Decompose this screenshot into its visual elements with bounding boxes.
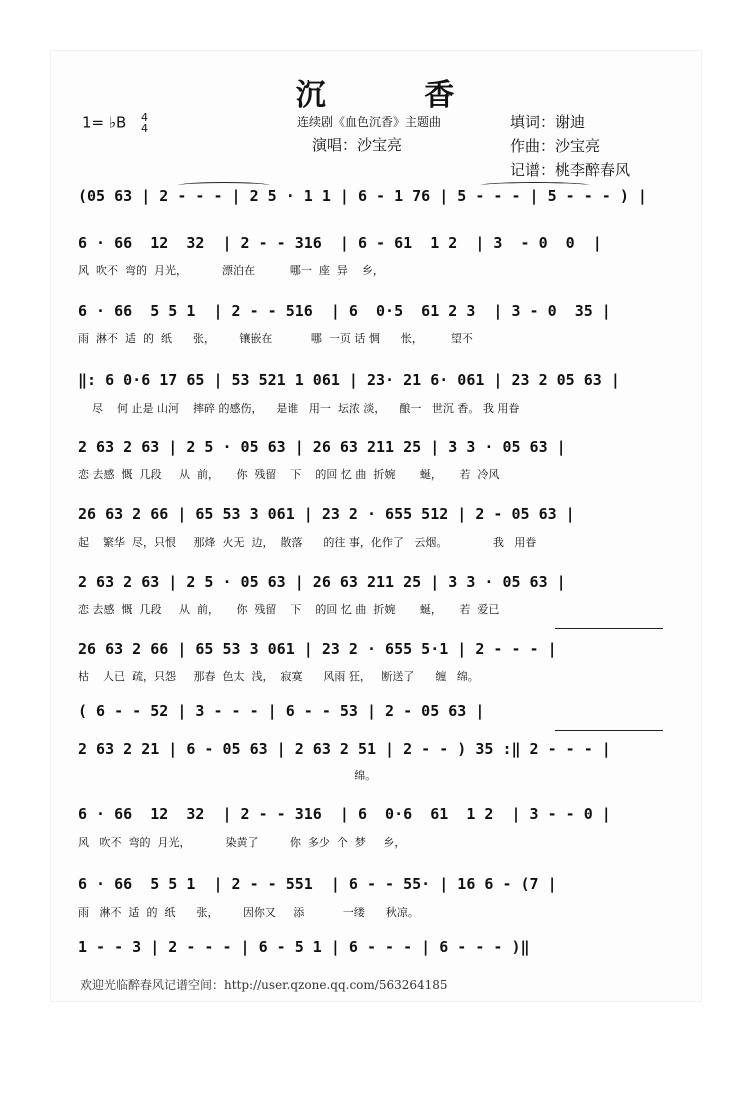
notes-line-7: 26 63 2 66 | 65 53 3 061 | 23 2 · 655 5·1 | 2 - - - | [78, 640, 557, 658]
lyrics-line-4: 恋 去感 慨 几段 从 前， 你 残留 下 的回 忆 曲 折婉 蜒， 若 冷风 [78, 468, 500, 481]
time-denominator: 4 [141, 122, 149, 135]
notes-line-9: 2 63 2 21 | 6 - 05 63 | 2 63 2 51 | 2 - - ) 35 :‖ 2 - - - | [78, 740, 611, 758]
notes-line-11: 6 · 66 5 5 1 | 2 - - 551 | 6 - - 55· | 16 6 - (7 | [78, 875, 557, 893]
notes-line-3: ‖: 6 0·6 17 65 | 53 521 1 061 | 23· 21 6· 061 | 23 2 05 63 | [78, 371, 620, 389]
tie-mark [178, 182, 270, 189]
notes-line-10: 6 · 66 12 32 | 2 - - 316 | 6 0·6 61 1 2 | 3 - - 0 | [78, 805, 611, 823]
composer: 作曲：沙宝亮 [510, 137, 601, 155]
intro-notes: (05 63 | 2 - - - | 2 5 · 1 1 | 6 - 1 76 | 5 - - - | 5 - - - ) | [78, 187, 647, 205]
key-signature [82, 112, 148, 134]
time-numerator: 4 [141, 111, 149, 124]
footer-credit: 欢迎光临醉春风记谱空间：http://user.qzone.qq.com/563264185 [80, 978, 448, 992]
lyrics-line-3: 尽 何 止是 山河 摔碎 的感伤， 是谁 用一 坛浓 淡， 酿一 世沉 香。 我 用眷 [78, 402, 520, 415]
subtitle: 连续剧《血色沉香》主题曲 [297, 115, 442, 129]
notes-line-6: 2 63 2 63 | 2 5 · 05 63 | 26 63 211 25 | 3 3 · 05 63 | [78, 573, 566, 591]
lyrics-line-10: 风 吹不 弯的 月光， 染黄了 你 多少 个 梦 乡， [78, 836, 406, 849]
credits [510, 110, 630, 182]
volta-1 [555, 628, 663, 629]
lyrics-line-7: 枯 人已 疏，只怨 那春 色太 浅， 寂寞 风雨 狂， 断送了 缠 绵。 [78, 670, 479, 683]
lyrics-line-2: 雨 淋不 适 的 纸 张， 镶嵌在 哪 一页 话 惆 怅， 望不 [78, 332, 473, 345]
notes-line-1: 6 · 66 12 32 | 2 - - 316 | 6 - 61 1 2 | 3 - 0 0 | [78, 234, 602, 252]
singer: 演唱：沙宝亮 [312, 136, 403, 154]
lyrics-line-11: 雨 淋不 适 的 纸 张， 因你又 添 一缕 秋凉。 [78, 906, 419, 919]
lyrics-line-1: 风 吹不 弯的 月光， 漂泊在 哪一 座 异 乡， [78, 264, 384, 277]
lyrics-line-5: 起 繁华 尽，只恨 那烽 火无 边， 散落 的往 事，化作了 云烟。 我 用眷 [78, 536, 537, 549]
key-label: 1= ♭B [82, 113, 127, 132]
transcriber: 记谱：桃李醉春风 [510, 161, 631, 179]
tie-mark [480, 182, 590, 189]
notes-line-12: 1 - - 3 | 2 - - - | 6 - 5 1 | 6 - - - | 6 - - - )‖ [78, 938, 530, 956]
notes-line-2: 6 · 66 5 5 1 | 2 - - 516 | 6 0·5 61 2 3 | 3 - 0 35 | [78, 302, 611, 320]
notes-line-8: ( 6 - - 52 | 3 - - - | 6 - - 53 | 2 - 05 63 | [78, 702, 485, 720]
time-signature [141, 112, 148, 134]
lyricist: 填词：谢迪 [510, 113, 586, 131]
volta-2 [555, 730, 663, 731]
lyrics-line-9: 绵。 [78, 769, 377, 782]
notes-line-5: 26 63 2 66 | 65 53 3 061 | 23 2 · 655 512 | 2 - 05 63 | [78, 505, 575, 523]
notes-line-4: 2 63 2 63 | 2 5 · 05 63 | 26 63 211 25 | 3 3 · 05 63 | [78, 438, 566, 456]
song-title: 沉 香 [295, 78, 499, 113]
lyrics-line-6: 恋 去感 慨 几段 从 前， 你 残留 下 的回 忆 曲 折婉 蜒， 若 爱已 [78, 603, 500, 616]
